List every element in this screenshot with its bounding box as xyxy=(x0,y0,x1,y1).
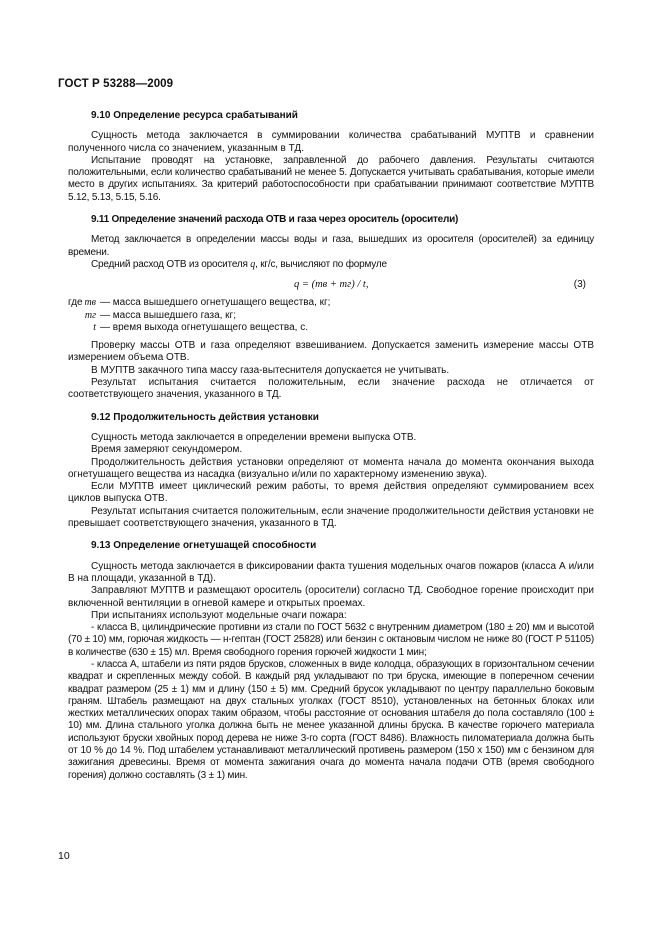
paragraph: Испытание проводят на установке, заправленной до рабочего давления. Результаты считаются положительными, если количество срабатываний не менее 5. Допускается учитывать срабатывания, которые имели место в других испытаниях. За критерий работоспособности при срабатывании принимают соответствие МУПТВ 5.12, 5.13, 5.15, 5.16. xyxy=(68,154,594,203)
formula-number: (3) xyxy=(573,279,586,291)
formula-3 xyxy=(68,277,594,295)
paragraph: Сущность метода заключается в определении времени выпуска ОТВ. xyxy=(91,431,417,443)
paragraph: Проверку массы ОТВ и газа определяют взвешиванием. Допускается заменить измерение массы ОТВ измерением объема ОТВ. xyxy=(68,340,594,364)
formula-intro-text: Средний расход ОТВ из оросителя xyxy=(91,258,251,270)
paragraph: В МУПТВ закачного типа массу газа-вытеснителя допускается не учитывать. xyxy=(91,364,450,376)
legend-symbol: mв xyxy=(84,297,96,309)
legend-text: — масса вышедшего огнетушащего вещества, кг; xyxy=(100,297,331,309)
paragraph: Метод заключается в определении массы воды и газа, вышедших из оросителя (оросителей) за единицу времени. xyxy=(68,234,594,258)
section-9-10-heading: 9.10 Определение ресурса срабатываний xyxy=(91,110,298,121)
paragraph: Если МУПТВ имеет циклический режим работы, то время действия определяют суммированием всех циклов выпуска ОТВ. xyxy=(68,481,594,505)
legend-prefix: где xyxy=(68,297,83,309)
section-9-12-heading: 9.12 Продолжительность действия установки xyxy=(91,411,319,423)
paragraph: Результат испытания считается положительным, если значение продолжительности действия установки не превышает соответствующего значения, указанного в ТД. xyxy=(68,505,594,530)
legend-row xyxy=(68,310,594,322)
paragraph: Сущность метода заключается в фиксировании факта тушения модельных очагов пожаров (класса А и/или В на площади, указанной в ТД). xyxy=(68,560,594,584)
section-9-11-heading: 9.11 Определение значений расхода ОТВ и газа через ороситель (оросители) xyxy=(91,214,459,226)
legend-row xyxy=(68,322,594,334)
paragraph: - класса В, цилиндрические противни из стали по ГОСТ 5632 с внутренним диаметром (180 ± 20) мм и высотой (70 ± 10) мм, горючая жидкость — н-гептан (ГОСТ 25828) или бензин с октановым числом не ниже 80 (ГОСТ Р 51105) в количестве (630 ± 15) мл. Время свободного горения горючей жидкости 1 мин; xyxy=(68,622,594,658)
legend-text: — время выхода огнетушащего вещества, с. xyxy=(100,321,308,333)
formula-expression: q = (mв + mг) / t, xyxy=(294,279,369,291)
section-9-13-heading: 9.13 Определение огнетушащей способности xyxy=(91,540,317,552)
page-number: 10 xyxy=(58,850,70,862)
formula-legend xyxy=(68,297,594,334)
paragraph: Продолжительность действия установки определяют от момента начала до момента окончания выхода огнетушащего вещества из насадка (визуально и/или по характерному изменению звука). xyxy=(68,456,594,480)
formula-intro-text: , кг/с, вычисляют по формуле xyxy=(255,258,387,270)
page-content xyxy=(68,100,594,782)
formula-intro xyxy=(68,259,594,271)
paragraph: При испытаниях используют модельные очаги пожара: xyxy=(91,609,347,621)
legend-symbol: mг xyxy=(84,309,96,321)
document-code: ГОСТ Р 53288—2009 xyxy=(58,78,174,90)
paragraph: Заправляют МУПТВ и размещают ороситель (оросители) согласно ТД. Свободное горение происходит при включенной вентиляции в огневой камере и открытых проемах. xyxy=(68,585,594,609)
formula-intro-variable: q xyxy=(250,258,256,270)
legend-text: — масса вышедшего газа, кг; xyxy=(100,309,236,321)
paragraph: Результат испытания считается положительным, если значение расхода не отличается от соответствующего значения, указанного в ТД. xyxy=(68,377,594,401)
paragraph: Время замеряют секундомером. xyxy=(91,444,243,456)
paragraph: - класса А, штабели из пяти рядов брусков, сложенных в виде колодца, образующих в горизонтальном сечении квадрат и скрепленных между собой. В каждый ряд укладывают по три бруска, имеющие в поперечном сечении квадрат размером (25 ± 1) мм и длину (150 ± 5) мм. Средний брусок укладывают по центру параллельно боковым граням. Штабель размещают на двух стальных уголках (ГОСТ 8510), установленных на бетонных блоках или жестких металлических опорах таким образом, чтобы расстояние от основания штабеля до пола составляло (100 ± 10) мм. Длина стального уголка должна быть не менее указанной длины бруска. В качестве горючего материала используют бруски хвойных пород дерева не ниже 3-го сорта (ГОСТ 8486). Влажность пиломатериала должна быть от 10 % до 14 %. Под штабелем устанавливают металлический противень размером (150 х 150) мм с бензином для зажигания древесины. Время от момента зажигания очага до момента начала подачи ОТВ (время свободного горения) должно составлять (3 ± 1) мин. xyxy=(68,658,594,781)
paragraph: Сущность метода заключается в суммировании количества срабатываний МУПТВ и сравнении полученного числа со значением, указанным в ТД. xyxy=(68,130,594,154)
legend-row xyxy=(68,297,594,309)
legend-symbol: t xyxy=(93,321,96,333)
